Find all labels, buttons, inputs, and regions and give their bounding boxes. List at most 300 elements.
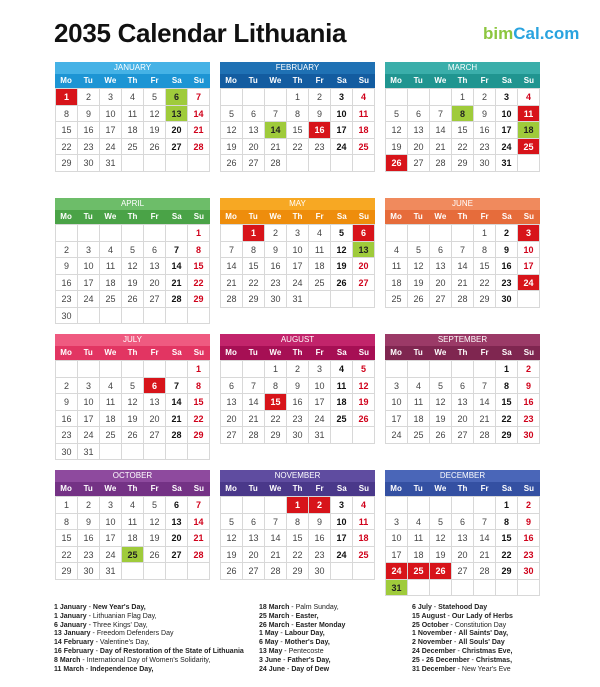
day-cell[interactable]: 3	[309, 361, 331, 378]
day-cell[interactable]: 6	[166, 497, 188, 514]
day-cell[interactable]: 27	[166, 139, 188, 156]
day-cell[interactable]: 5	[408, 242, 430, 259]
day-cell[interactable]: 6	[144, 242, 166, 259]
day-cell[interactable]: 5	[430, 514, 452, 531]
day-cell[interactable]: 28	[188, 547, 210, 564]
day-cell[interactable]: 6	[452, 378, 474, 395]
day-cell[interactable]: 2	[309, 89, 331, 106]
day-cell[interactable]: 4	[100, 378, 122, 395]
day-cell[interactable]: 14	[430, 122, 452, 139]
day-cell[interactable]: 19	[221, 547, 243, 564]
day-cell[interactable]: 24	[386, 427, 408, 444]
day-cell[interactable]: 26	[221, 563, 243, 580]
day-cell[interactable]: 19	[331, 258, 353, 275]
day-cell[interactable]: 25	[353, 547, 375, 564]
day-cell[interactable]: 22	[287, 139, 309, 156]
day-cell[interactable]: 8	[188, 242, 210, 259]
day-cell[interactable]: 7	[188, 89, 210, 106]
day-cell[interactable]: 11	[408, 394, 430, 411]
day-cell[interactable]: 30	[518, 427, 540, 444]
day-cell[interactable]: 10	[518, 242, 540, 259]
day-cell[interactable]: 9	[78, 514, 100, 531]
day-cell[interactable]: 4	[353, 497, 375, 514]
day-cell[interactable]: 17	[309, 394, 331, 411]
day-cell[interactable]: 9	[518, 378, 540, 395]
day-cell[interactable]: 5	[331, 225, 353, 242]
day-cell[interactable]: 12	[430, 530, 452, 547]
day-cell[interactable]: 11	[100, 258, 122, 275]
day-cell[interactable]: 17	[386, 547, 408, 564]
day-cell[interactable]: 25	[518, 139, 540, 156]
day-cell[interactable]: 2	[518, 497, 540, 514]
day-cell[interactable]: 22	[474, 275, 496, 292]
day-cell[interactable]: 26	[122, 427, 144, 444]
day-cell[interactable]: 8	[287, 106, 309, 123]
day-cell[interactable]: 19	[221, 139, 243, 156]
day-cell[interactable]: 24	[518, 275, 540, 292]
day-cell[interactable]: 18	[331, 394, 353, 411]
day-cell[interactable]: 11	[309, 242, 331, 259]
day-cell[interactable]: 13	[408, 122, 430, 139]
day-cell[interactable]: 28	[188, 139, 210, 156]
day-cell[interactable]: 5	[144, 497, 166, 514]
day-cell[interactable]: 16	[518, 394, 540, 411]
day-cell[interactable]: 25	[408, 563, 430, 580]
day-cell[interactable]: 14	[166, 258, 188, 275]
day-cell[interactable]: 26	[353, 411, 375, 428]
day-cell[interactable]: 12	[144, 106, 166, 123]
day-cell[interactable]: 4	[408, 378, 430, 395]
day-cell[interactable]: 18	[309, 258, 331, 275]
day-cell[interactable]: 12	[386, 122, 408, 139]
day-cell[interactable]: 21	[243, 411, 265, 428]
day-cell[interactable]: 23	[287, 411, 309, 428]
day-cell[interactable]: 9	[518, 514, 540, 531]
day-cell[interactable]: 27	[430, 291, 452, 308]
day-cell[interactable]: 1	[287, 497, 309, 514]
day-cell[interactable]: 27	[144, 291, 166, 308]
day-cell[interactable]: 6	[353, 225, 375, 242]
day-cell[interactable]: 23	[474, 139, 496, 156]
day-cell[interactable]: 3	[78, 242, 100, 259]
day-cell[interactable]: 12	[408, 258, 430, 275]
day-cell[interactable]: 17	[331, 530, 353, 547]
day-cell[interactable]: 13	[430, 258, 452, 275]
day-cell[interactable]: 18	[100, 411, 122, 428]
day-cell[interactable]: 15	[56, 122, 78, 139]
day-cell[interactable]: 14	[188, 106, 210, 123]
day-cell[interactable]: 10	[386, 394, 408, 411]
day-cell[interactable]: 30	[78, 155, 100, 172]
day-cell[interactable]: 2	[78, 497, 100, 514]
day-cell[interactable]: 7	[474, 378, 496, 395]
day-cell[interactable]: 28	[452, 291, 474, 308]
day-cell[interactable]: 15	[287, 122, 309, 139]
day-cell[interactable]: 15	[496, 530, 518, 547]
day-cell[interactable]: 13	[452, 530, 474, 547]
day-cell[interactable]: 11	[386, 258, 408, 275]
day-cell[interactable]: 25	[122, 139, 144, 156]
day-cell[interactable]: 7	[188, 497, 210, 514]
day-cell[interactable]: 5	[144, 89, 166, 106]
day-cell[interactable]: 30	[56, 308, 78, 325]
day-cell[interactable]: 25	[100, 427, 122, 444]
day-cell[interactable]: 13	[221, 394, 243, 411]
day-cell[interactable]: 14	[265, 122, 287, 139]
day-cell[interactable]: 5	[430, 378, 452, 395]
day-cell[interactable]: 24	[100, 139, 122, 156]
day-cell[interactable]: 2	[496, 225, 518, 242]
day-cell[interactable]: 15	[496, 394, 518, 411]
day-cell[interactable]: 12	[221, 530, 243, 547]
day-cell[interactable]: 29	[188, 291, 210, 308]
day-cell[interactable]: 19	[144, 122, 166, 139]
day-cell[interactable]: 16	[265, 258, 287, 275]
day-cell[interactable]: 15	[188, 258, 210, 275]
day-cell[interactable]: 24	[331, 547, 353, 564]
day-cell[interactable]: 6	[243, 106, 265, 123]
day-cell[interactable]: 29	[188, 427, 210, 444]
day-cell[interactable]: 26	[331, 275, 353, 292]
day-cell[interactable]: 22	[496, 411, 518, 428]
day-cell[interactable]: 1	[496, 497, 518, 514]
day-cell[interactable]: 5	[122, 242, 144, 259]
day-cell[interactable]: 23	[78, 139, 100, 156]
day-cell[interactable]: 12	[144, 514, 166, 531]
day-cell[interactable]: 27	[452, 427, 474, 444]
day-cell[interactable]: 16	[496, 258, 518, 275]
day-cell[interactable]: 29	[56, 563, 78, 580]
day-cell[interactable]: 13	[243, 122, 265, 139]
day-cell[interactable]: 24	[309, 411, 331, 428]
day-cell[interactable]: 8	[474, 242, 496, 259]
day-cell[interactable]: 9	[309, 106, 331, 123]
day-cell[interactable]: 29	[452, 155, 474, 172]
day-cell[interactable]: 7	[265, 106, 287, 123]
day-cell[interactable]: 31	[496, 155, 518, 172]
day-cell[interactable]: 11	[331, 378, 353, 395]
day-cell[interactable]: 23	[496, 275, 518, 292]
day-cell[interactable]: 8	[243, 242, 265, 259]
day-cell[interactable]: 15	[56, 530, 78, 547]
day-cell[interactable]: 27	[452, 563, 474, 580]
day-cell[interactable]: 3	[331, 89, 353, 106]
day-cell[interactable]: 4	[386, 242, 408, 259]
day-cell[interactable]: 17	[496, 122, 518, 139]
day-cell[interactable]: 9	[56, 258, 78, 275]
day-cell[interactable]: 28	[474, 563, 496, 580]
day-cell[interactable]: 3	[100, 497, 122, 514]
day-cell[interactable]: 4	[100, 242, 122, 259]
day-cell[interactable]: 21	[166, 411, 188, 428]
day-cell[interactable]: 13	[166, 106, 188, 123]
day-cell[interactable]: 15	[265, 394, 287, 411]
day-cell[interactable]: 21	[474, 547, 496, 564]
day-cell[interactable]: 15	[188, 394, 210, 411]
day-cell[interactable]: 21	[188, 122, 210, 139]
day-cell[interactable]: 23	[309, 547, 331, 564]
day-cell[interactable]: 26	[430, 427, 452, 444]
day-cell[interactable]: 28	[265, 155, 287, 172]
day-cell[interactable]: 22	[56, 139, 78, 156]
day-cell[interactable]: 29	[243, 291, 265, 308]
day-cell[interactable]: 22	[287, 547, 309, 564]
day-cell[interactable]: 11	[122, 514, 144, 531]
day-cell[interactable]: 20	[243, 547, 265, 564]
day-cell[interactable]: 5	[386, 106, 408, 123]
day-cell[interactable]: 22	[496, 547, 518, 564]
day-cell[interactable]: 9	[78, 106, 100, 123]
day-cell[interactable]: 1	[188, 361, 210, 378]
day-cell[interactable]: 28	[166, 291, 188, 308]
day-cell[interactable]: 20	[144, 411, 166, 428]
day-cell[interactable]: 29	[56, 155, 78, 172]
day-cell[interactable]: 5	[122, 378, 144, 395]
day-cell[interactable]: 27	[144, 427, 166, 444]
day-cell[interactable]: 7	[452, 242, 474, 259]
day-cell[interactable]: 8	[287, 514, 309, 531]
day-cell[interactable]: 24	[386, 563, 408, 580]
day-cell[interactable]: 6	[243, 514, 265, 531]
day-cell[interactable]: 23	[56, 427, 78, 444]
day-cell[interactable]: 10	[309, 378, 331, 395]
day-cell[interactable]: 1	[188, 225, 210, 242]
day-cell[interactable]: 29	[265, 427, 287, 444]
day-cell[interactable]: 3	[386, 378, 408, 395]
day-cell[interactable]: 14	[452, 258, 474, 275]
day-cell[interactable]: 21	[430, 139, 452, 156]
day-cell[interactable]: 10	[331, 514, 353, 531]
day-cell[interactable]: 18	[518, 122, 540, 139]
day-cell[interactable]: 18	[408, 411, 430, 428]
day-cell[interactable]: 23	[518, 411, 540, 428]
day-cell[interactable]: 22	[188, 275, 210, 292]
day-cell[interactable]: 28	[243, 427, 265, 444]
day-cell[interactable]: 8	[452, 106, 474, 123]
day-cell[interactable]: 27	[243, 563, 265, 580]
day-cell[interactable]: 20	[408, 139, 430, 156]
day-cell[interactable]: 20	[452, 547, 474, 564]
day-cell[interactable]: 1	[243, 225, 265, 242]
day-cell[interactable]: 21	[474, 411, 496, 428]
day-cell[interactable]: 18	[353, 122, 375, 139]
day-cell[interactable]: 13	[353, 242, 375, 259]
day-cell[interactable]: 10	[78, 394, 100, 411]
day-cell[interactable]: 22	[265, 411, 287, 428]
day-cell[interactable]: 24	[496, 139, 518, 156]
day-cell[interactable]: 31	[287, 291, 309, 308]
day-cell[interactable]: 20	[166, 530, 188, 547]
day-cell[interactable]: 13	[243, 530, 265, 547]
day-cell[interactable]: 10	[386, 530, 408, 547]
day-cell[interactable]: 10	[78, 258, 100, 275]
day-cell[interactable]: 6	[166, 89, 188, 106]
day-cell[interactable]: 7	[474, 514, 496, 531]
day-cell[interactable]: 19	[144, 530, 166, 547]
day-cell[interactable]: 28	[221, 291, 243, 308]
day-cell[interactable]: 27	[166, 547, 188, 564]
day-cell[interactable]: 17	[100, 530, 122, 547]
day-cell[interactable]: 10	[496, 106, 518, 123]
day-cell[interactable]: 3	[78, 378, 100, 395]
day-cell[interactable]: 9	[56, 394, 78, 411]
day-cell[interactable]: 5	[221, 514, 243, 531]
day-cell[interactable]: 27	[353, 275, 375, 292]
day-cell[interactable]: 18	[122, 122, 144, 139]
day-cell[interactable]: 14	[474, 394, 496, 411]
day-cell[interactable]: 14	[243, 394, 265, 411]
day-cell[interactable]: 11	[353, 514, 375, 531]
day-cell[interactable]: 15	[243, 258, 265, 275]
day-cell[interactable]: 7	[166, 378, 188, 395]
day-cell[interactable]: 21	[221, 275, 243, 292]
day-cell[interactable]: 6	[408, 106, 430, 123]
day-cell[interactable]: 28	[430, 155, 452, 172]
day-cell[interactable]: 17	[78, 411, 100, 428]
day-cell[interactable]: 16	[78, 122, 100, 139]
day-cell[interactable]: 19	[430, 547, 452, 564]
day-cell[interactable]: 26	[221, 155, 243, 172]
day-cell[interactable]: 2	[287, 361, 309, 378]
day-cell[interactable]: 8	[56, 106, 78, 123]
day-cell[interactable]: 4	[353, 89, 375, 106]
day-cell[interactable]: 3	[386, 514, 408, 531]
day-cell[interactable]: 20	[166, 122, 188, 139]
day-cell[interactable]: 30	[56, 444, 78, 461]
day-cell[interactable]: 11	[100, 394, 122, 411]
day-cell[interactable]: 1	[287, 89, 309, 106]
day-cell[interactable]: 15	[474, 258, 496, 275]
day-cell[interactable]: 26	[386, 155, 408, 172]
day-cell[interactable]: 4	[122, 89, 144, 106]
day-cell[interactable]: 9	[309, 514, 331, 531]
day-cell[interactable]: 31	[78, 444, 100, 461]
day-cell[interactable]: 17	[386, 411, 408, 428]
day-cell[interactable]: 19	[386, 139, 408, 156]
day-cell[interactable]: 23	[78, 547, 100, 564]
day-cell[interactable]: 11	[518, 106, 540, 123]
day-cell[interactable]: 19	[353, 394, 375, 411]
day-cell[interactable]: 14	[221, 258, 243, 275]
day-cell[interactable]: 4	[331, 361, 353, 378]
day-cell[interactable]: 4	[122, 497, 144, 514]
day-cell[interactable]: 3	[287, 225, 309, 242]
day-cell[interactable]: 11	[408, 530, 430, 547]
day-cell[interactable]: 4	[518, 89, 540, 106]
day-cell[interactable]: 1	[56, 497, 78, 514]
day-cell[interactable]: 29	[496, 563, 518, 580]
day-cell[interactable]: 6	[430, 242, 452, 259]
day-cell[interactable]: 25	[122, 547, 144, 564]
day-cell[interactable]: 3	[331, 497, 353, 514]
day-cell[interactable]: 17	[287, 258, 309, 275]
day-cell[interactable]: 18	[122, 530, 144, 547]
day-cell[interactable]: 23	[56, 291, 78, 308]
day-cell[interactable]: 18	[386, 275, 408, 292]
day-cell[interactable]: 24	[100, 547, 122, 564]
day-cell[interactable]: 31	[100, 563, 122, 580]
day-cell[interactable]: 13	[144, 258, 166, 275]
day-cell[interactable]: 16	[309, 530, 331, 547]
day-cell[interactable]: 12	[122, 394, 144, 411]
day-cell[interactable]: 23	[518, 547, 540, 564]
day-cell[interactable]: 7	[243, 378, 265, 395]
day-cell[interactable]: 8	[496, 514, 518, 531]
day-cell[interactable]: 27	[408, 155, 430, 172]
day-cell[interactable]: 7	[221, 242, 243, 259]
day-cell[interactable]: 28	[265, 563, 287, 580]
day-cell[interactable]: 3	[496, 89, 518, 106]
day-cell[interactable]: 20	[221, 411, 243, 428]
day-cell[interactable]: 20	[243, 139, 265, 156]
day-cell[interactable]: 15	[452, 122, 474, 139]
day-cell[interactable]: 8	[56, 514, 78, 531]
day-cell[interactable]: 2	[309, 497, 331, 514]
day-cell[interactable]: 21	[265, 547, 287, 564]
day-cell[interactable]: 14	[166, 394, 188, 411]
day-cell[interactable]: 6	[452, 514, 474, 531]
day-cell[interactable]: 14	[474, 530, 496, 547]
day-cell[interactable]: 26	[408, 291, 430, 308]
day-cell[interactable]: 20	[353, 258, 375, 275]
day-cell[interactable]: 29	[474, 291, 496, 308]
day-cell[interactable]: 14	[188, 514, 210, 531]
day-cell[interactable]: 12	[331, 242, 353, 259]
day-cell[interactable]: 28	[166, 427, 188, 444]
brand-logo[interactable]	[483, 24, 579, 44]
day-cell[interactable]: 9	[474, 106, 496, 123]
day-cell[interactable]: 13	[166, 514, 188, 531]
day-cell[interactable]: 3	[100, 89, 122, 106]
day-cell[interactable]: 20	[430, 275, 452, 292]
day-cell[interactable]: 30	[518, 563, 540, 580]
day-cell[interactable]: 9	[265, 242, 287, 259]
day-cell[interactable]: 18	[408, 547, 430, 564]
day-cell[interactable]: 27	[221, 427, 243, 444]
day-cell[interactable]: 24	[331, 139, 353, 156]
day-cell[interactable]: 13	[144, 394, 166, 411]
day-cell[interactable]: 8	[496, 378, 518, 395]
day-cell[interactable]: 30	[496, 291, 518, 308]
day-cell[interactable]: 2	[56, 378, 78, 395]
day-cell[interactable]: 23	[265, 275, 287, 292]
day-cell[interactable]: 30	[474, 155, 496, 172]
day-cell[interactable]: 17	[78, 275, 100, 292]
day-cell[interactable]: 16	[56, 411, 78, 428]
day-cell[interactable]: 30	[287, 427, 309, 444]
day-cell[interactable]: 13	[452, 394, 474, 411]
day-cell[interactable]: 19	[122, 275, 144, 292]
day-cell[interactable]: 25	[386, 291, 408, 308]
day-cell[interactable]: 16	[518, 530, 540, 547]
day-cell[interactable]: 10	[100, 514, 122, 531]
day-cell[interactable]: 3	[518, 225, 540, 242]
day-cell[interactable]: 22	[188, 411, 210, 428]
day-cell[interactable]: 7	[166, 242, 188, 259]
day-cell[interactable]: 4	[309, 225, 331, 242]
day-cell[interactable]: 25	[331, 411, 353, 428]
day-cell[interactable]: 30	[309, 563, 331, 580]
day-cell[interactable]: 26	[430, 563, 452, 580]
day-cell[interactable]: 22	[243, 275, 265, 292]
day-cell[interactable]: 31	[100, 155, 122, 172]
day-cell[interactable]: 8	[188, 378, 210, 395]
day-cell[interactable]: 9	[287, 378, 309, 395]
day-cell[interactable]: 6	[144, 378, 166, 395]
day-cell[interactable]: 20	[144, 275, 166, 292]
day-cell[interactable]: 5	[353, 361, 375, 378]
day-cell[interactable]: 1	[496, 361, 518, 378]
